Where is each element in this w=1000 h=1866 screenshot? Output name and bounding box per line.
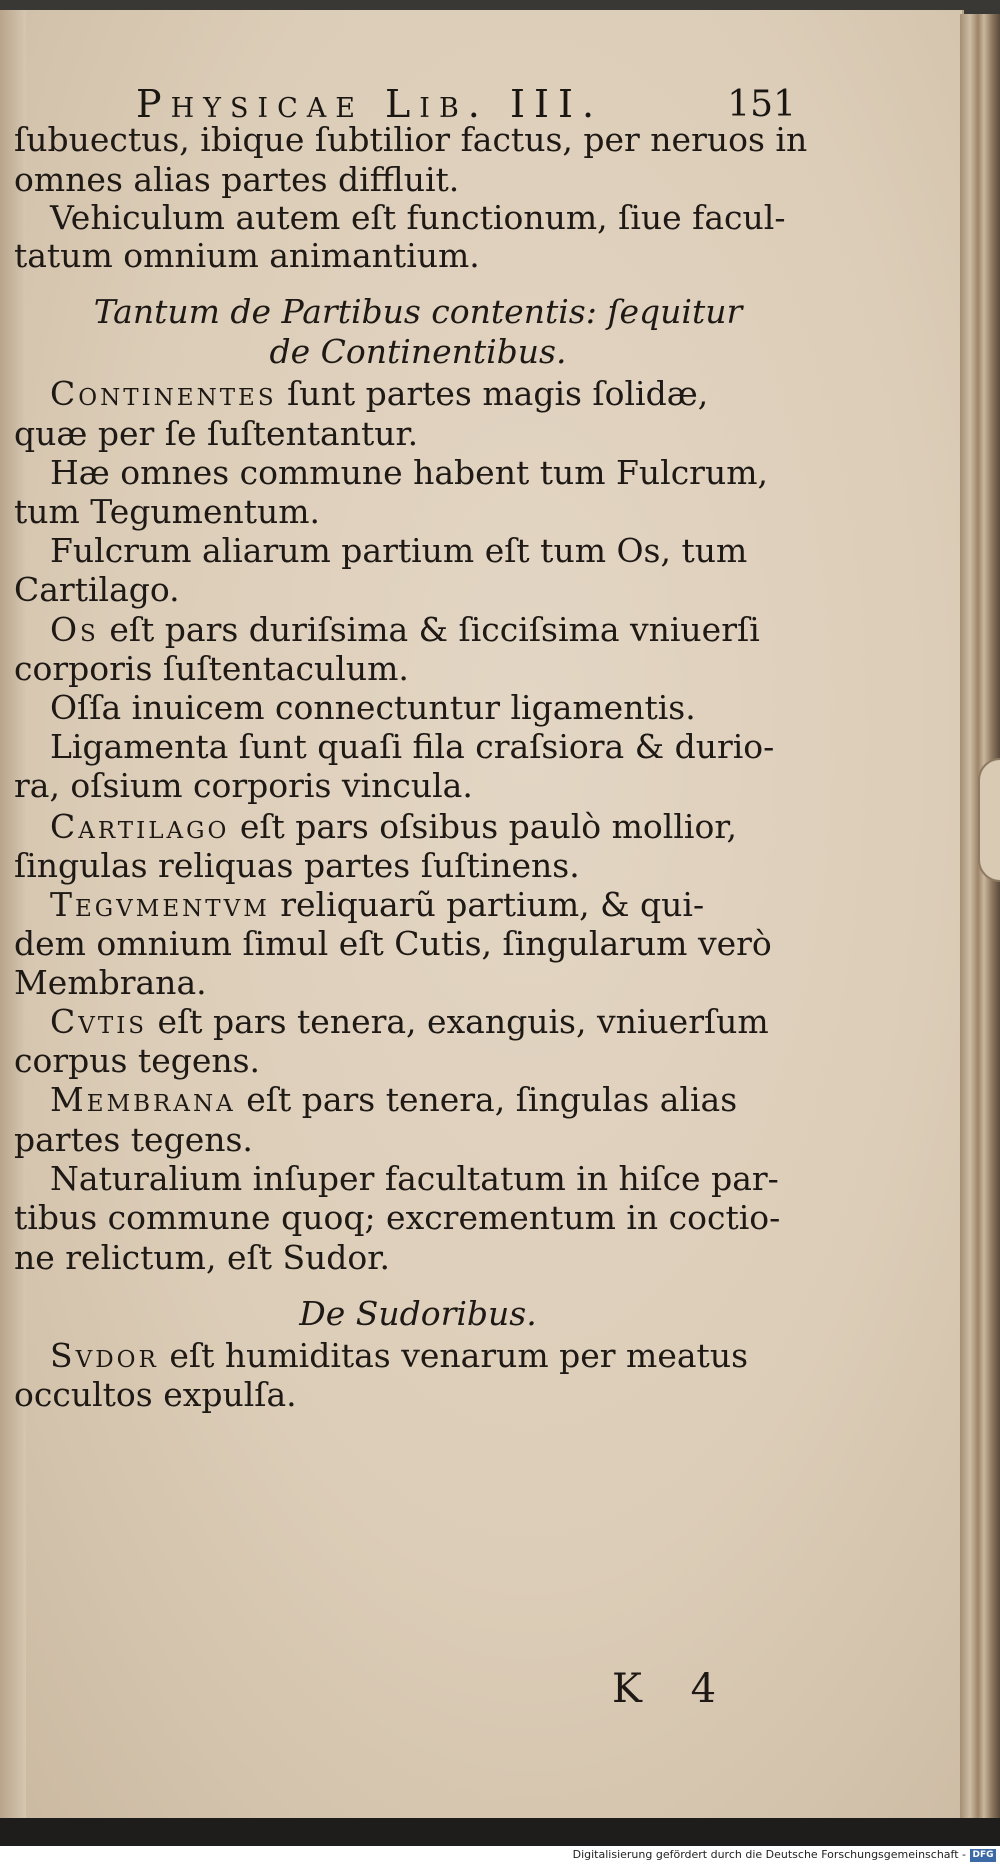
small-caps-term: Svdor [50, 1336, 159, 1375]
small-caps-term: Os [50, 610, 99, 649]
text-line: ra, oſsium corporis vincula. [14, 766, 473, 805]
text-line: corpus tegens. [14, 1041, 261, 1080]
small-caps-term: Membrana [50, 1080, 236, 1119]
text-line: Membrana eſt pars tenera, ſingulas alias [50, 1080, 738, 1119]
viewer-bottom-bar [0, 1818, 1000, 1846]
credit-footer [0, 1846, 1000, 1866]
text-line: ne relictum, eſt Sudor. [14, 1238, 390, 1277]
section-heading: de Continentibus. [269, 332, 567, 371]
text-line: Tegvmentvm reliquarũ partium, & qui- [50, 885, 705, 924]
text-line: partes tegens. [14, 1120, 253, 1159]
running-title: Physicae Lib. III. [136, 82, 604, 126]
text-line: Hæ omnes commune habent tum Fulcrum, [50, 453, 768, 492]
text-line: ſubuectus, ibique ſubtilior factus, per neruos in [14, 120, 808, 159]
small-caps-term: Tegvmentvm [50, 885, 270, 924]
small-caps-term: Cvtis [50, 1002, 148, 1041]
dfg-logo-icon[interactable]: DFG [970, 1849, 996, 1862]
text-line: occultos expulſa. [14, 1375, 297, 1414]
page-gutter [0, 10, 26, 1818]
text-line: Membrana. [14, 963, 207, 1002]
text-line: tibus commune quoq; excrementum in coctio- [14, 1198, 781, 1237]
text-line: Cartilago. [14, 570, 180, 609]
text-line: Oſſa inuicem connectuntur ligamentis. [50, 688, 696, 727]
text-line: Cartilago eſt pars oſsibus paulò mollior, [50, 807, 737, 846]
text-line: Ligamenta ſunt quaſi fila craſsiora & durio- [50, 727, 775, 766]
section-heading: De Sudoribus. [299, 1294, 537, 1333]
text-line: tatum omnium animantium. [14, 236, 480, 275]
small-caps-term: Continentes [50, 374, 277, 413]
text-line: ſingulas reliquas partes ſuſtinens. [14, 846, 580, 885]
text-line: omnes alias partes diffluit. [14, 160, 460, 199]
text-line: Continentes ſunt partes magis ſolidæ, [50, 374, 709, 413]
text-line: Svdor eſt humiditas venarum per meatus [50, 1336, 749, 1375]
text-line: Naturalium inſuper facultatum in hiſce par- [50, 1159, 779, 1198]
text-line: quæ per ſe ſuſtentantur. [14, 414, 419, 453]
dfg-credit-text: Digitalisierung gefördert durch die Deutsche Forschungsgemeinschaft - [572, 1848, 966, 1861]
text-line: Fulcrum aliarum partium eſt tum Os, tum [50, 531, 748, 570]
text-line: dem omnium ſimul eſt Cutis, ſingularum verò [14, 924, 772, 963]
book-fore-edge [960, 14, 1000, 1818]
text-line: Cvtis eſt pars tenera, exanguis, vniuerſum [50, 1002, 769, 1041]
text-line: Vehiculum autem eſt functionum, ſiue facul- [50, 198, 786, 237]
section-heading: Tantum de Partibus contentis: ſequitur [93, 292, 743, 331]
text-line: tum Tegumentum. [14, 492, 321, 531]
text-line: corporis ſuſtentaculum. [14, 649, 409, 688]
book-clip [978, 758, 1000, 882]
signature-mark: K 4 [612, 1666, 735, 1712]
text-line: Os eſt pars duriſsima & ſicciſsima vniuerſi [50, 610, 760, 649]
page-number: 151 [727, 84, 796, 125]
small-caps-term: Cartilago [50, 807, 230, 846]
